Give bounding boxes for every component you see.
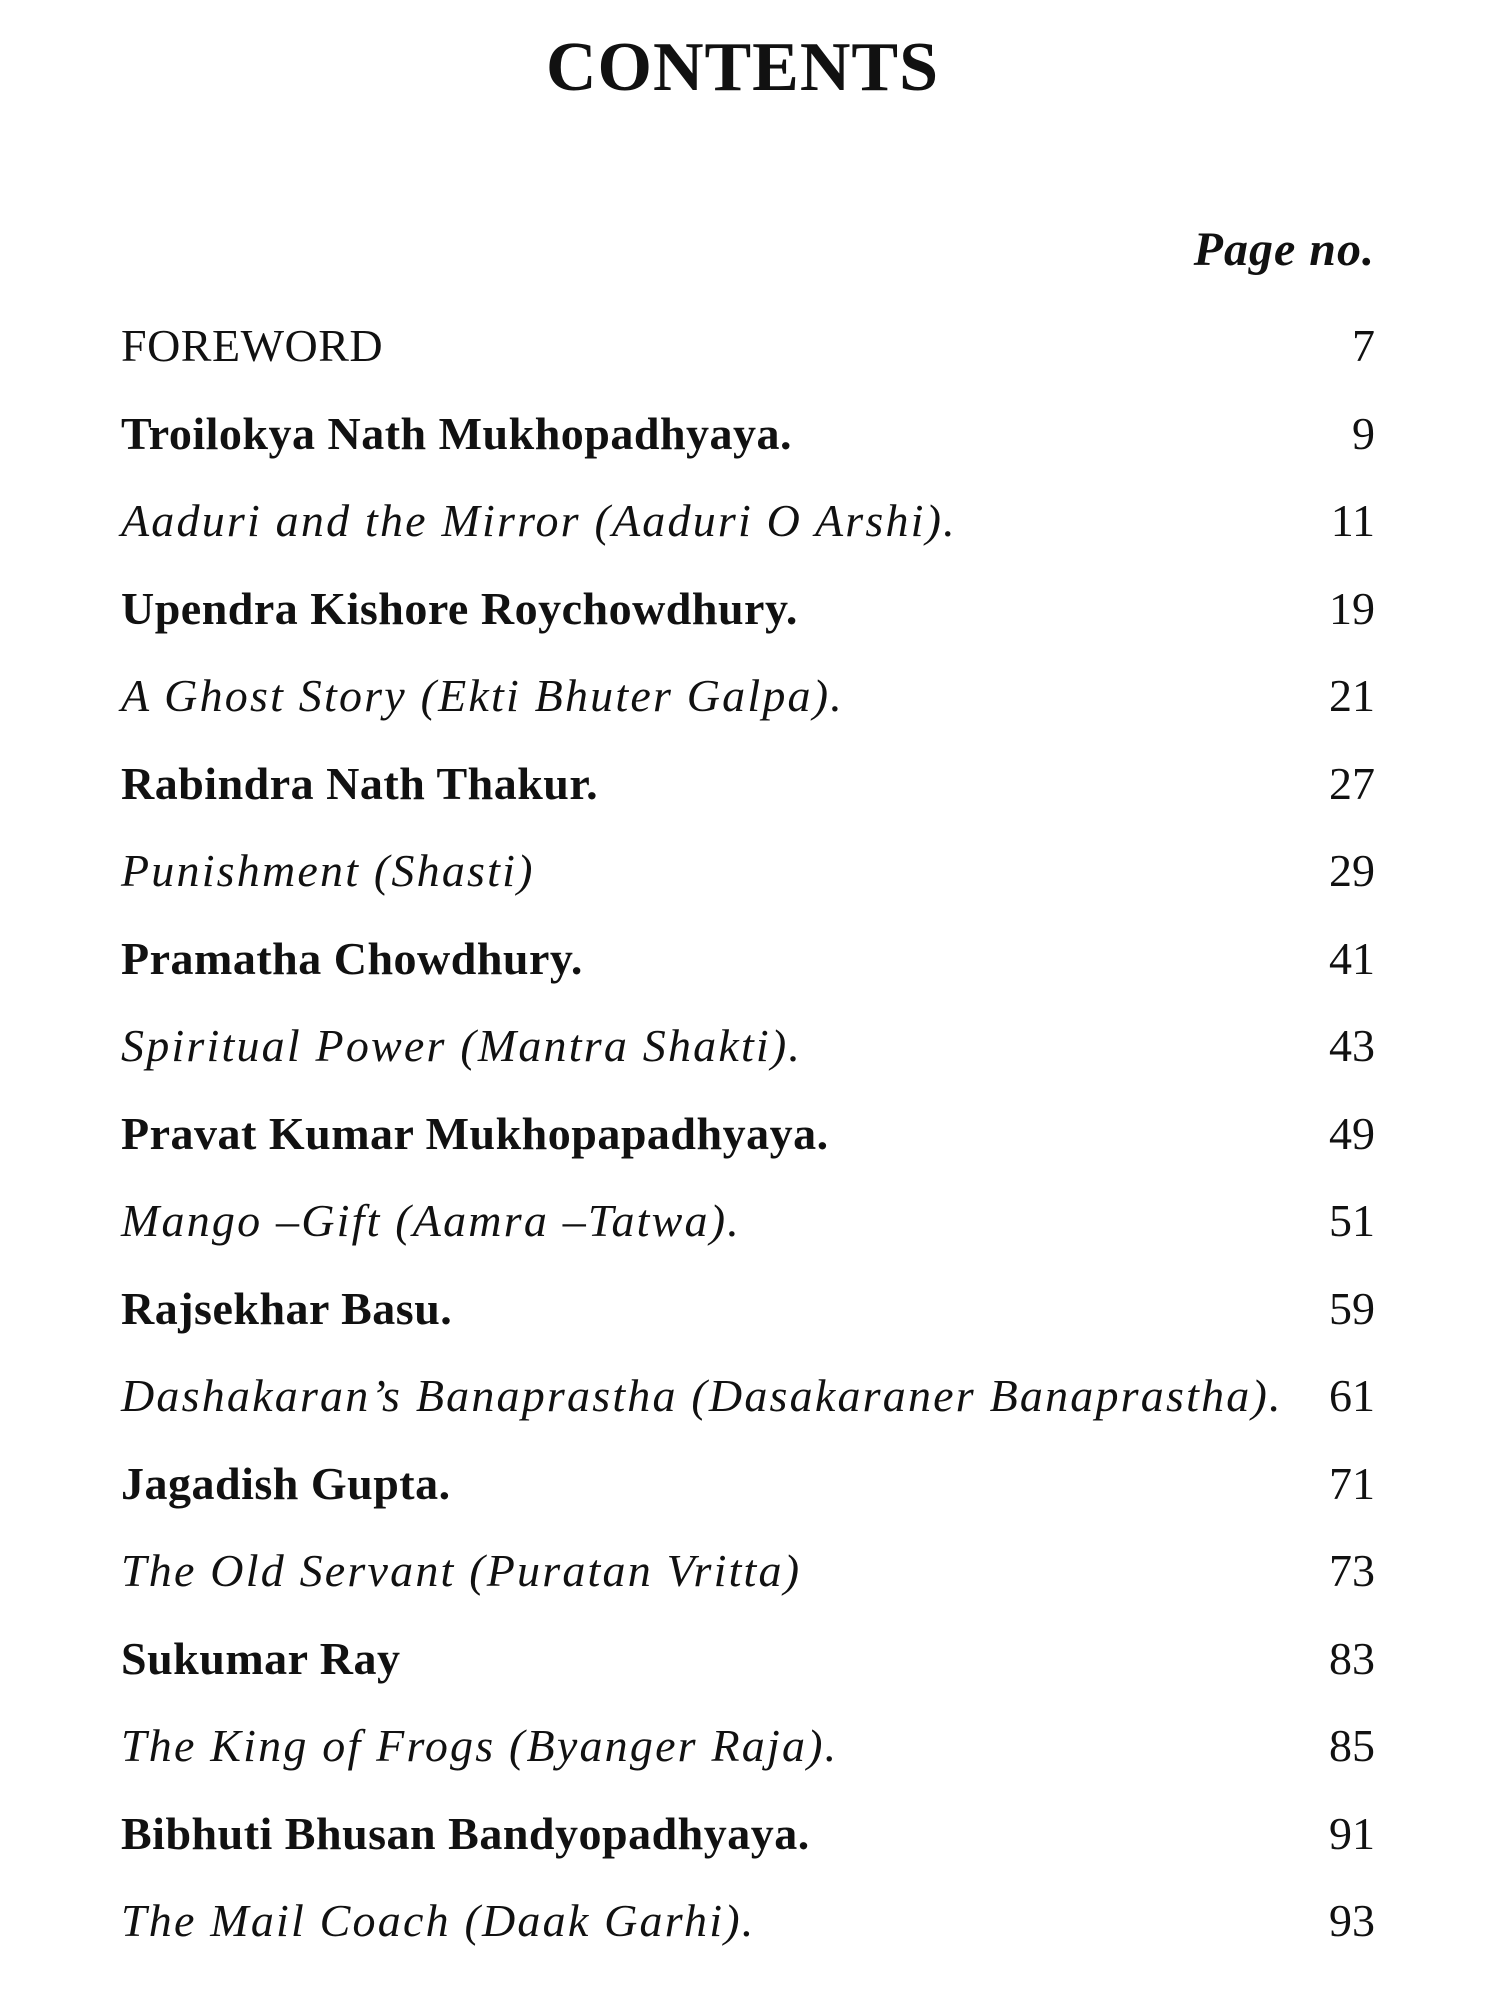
toc-entry-title: Rabindra Nath Thakur. [121,757,599,809]
toc-entry-page: 43 [1329,1020,1375,1072]
toc-entry-title: Punishment (Shasti) [121,845,535,897]
toc-entry-author [121,390,1375,478]
toc-entry-story [121,1352,1375,1440]
toc-entry-page: 51 [1329,1195,1375,1247]
page-title: CONTENTS [545,29,940,106]
toc-entry-page: 27 [1329,757,1375,809]
toc-entry-author [121,1440,1375,1528]
toc-entry-title: Pravat Kumar Mukhopapadhyaya. [121,1107,829,1159]
toc-entry-page: 59 [1329,1282,1375,1334]
toc-entry-story [121,1002,1375,1090]
toc-entry-story [121,1877,1375,1965]
toc-entry-page: 83 [1329,1632,1375,1684]
toc-entry-page: 11 [1330,495,1375,547]
toc-entry-story [121,1527,1375,1615]
toc-entry-title: The Old Servant (Puratan Vritta) [121,1545,802,1597]
toc-entry-title: A Ghost Story (Ekti Bhuter Galpa). [121,670,844,722]
toc-entry-author [121,565,1375,653]
toc-entry-title: Spiritual Power (Mantra Shakti). [121,1020,803,1072]
toc-entry-page: 19 [1329,582,1375,634]
toc-entry-page: 93 [1329,1895,1375,1947]
toc-entry-page: 7 [1352,320,1375,372]
toc-entry-page: 29 [1329,845,1375,897]
toc-entry-author [121,1615,1375,1703]
toc-entry-title: Dashakaran’s Banaprastha (Dasakaraner Banaprastha). [121,1370,1283,1422]
toc-entry-title: Pramatha Chowdhury. [121,932,583,984]
toc-entry-story [121,477,1375,565]
table-of-contents [121,302,1375,1965]
toc-entry-page: 41 [1329,932,1375,984]
toc-entry-page: 73 [1329,1545,1375,1597]
toc-entry-title: The King of Frogs (Byanger Raja). [121,1720,839,1772]
toc-entry-title: Bibhuti Bhusan Bandyopadhyaya. [121,1807,810,1859]
toc-entry-page: 71 [1329,1457,1375,1509]
toc-entry-title: Troilokya Nath Mukhopadhyaya. [121,407,793,459]
toc-entry-page: 61 [1329,1370,1375,1422]
toc-entry-author [121,915,1375,1003]
toc-entry-title: FOREWORD [121,320,384,372]
toc-entry-story [121,1177,1375,1265]
toc-entry-story [121,827,1375,915]
toc-entry-title: Rajsekhar Basu. [121,1282,453,1334]
toc-entry-story [121,1702,1375,1790]
toc-entry-page: 49 [1329,1107,1375,1159]
toc-entry-page: 9 [1352,407,1375,459]
toc-entry-title: Sukumar Ray [121,1632,401,1684]
toc-entry-title: Jagadish Gupta. [121,1457,451,1509]
toc-entry-page: 85 [1329,1720,1375,1772]
toc-entry-title: Mango –Gift (Aamra –Tatwa). [121,1195,741,1247]
toc-entry-page: 21 [1329,670,1375,722]
toc-entry-title: The Mail Coach (Daak Garhi). [121,1895,756,1947]
page-number-column-header: Page no. [1193,223,1375,276]
toc-entry-title: Aaduri and the Mirror (Aaduri O Arshi). [121,495,957,547]
toc-entry-story [121,652,1375,740]
toc-entry-foreword [121,302,1375,390]
toc-entry-title: Upendra Kishore Roychowdhury. [121,582,798,634]
toc-entry-page: 91 [1329,1807,1375,1859]
toc-entry-author [121,1265,1375,1353]
toc-entry-author [121,1790,1375,1878]
toc-entry-author [121,740,1375,828]
toc-entry-author [121,1090,1375,1178]
